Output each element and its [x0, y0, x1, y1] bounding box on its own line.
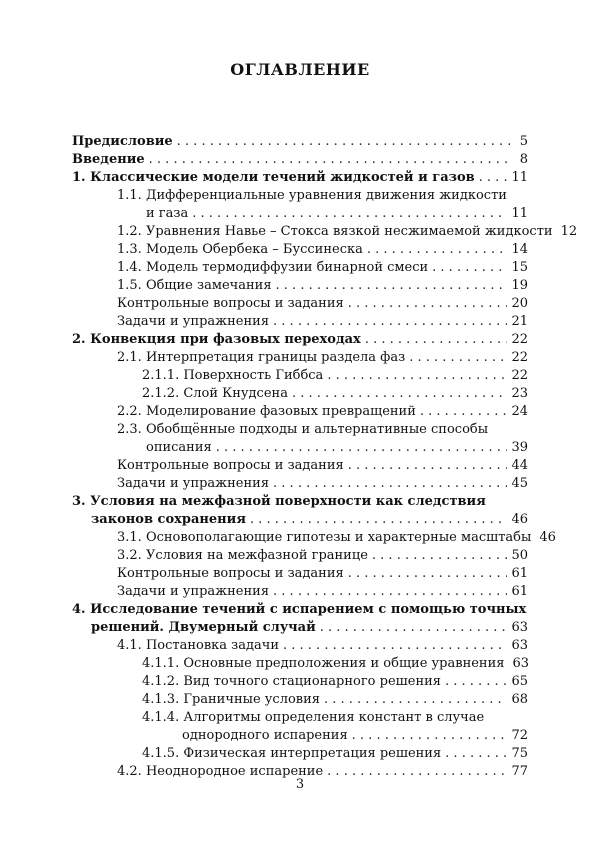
leader-dots	[250, 511, 508, 528]
toc-entry-label: 2.2. Моделирование фазовых превращений	[117, 404, 416, 419]
toc-entry-label[interactable]: 1.1. Дифференциальные уравнения движения жидкости	[117, 188, 507, 203]
toc-entry-label: Задачи и упражнения	[117, 584, 270, 599]
toc-entry[interactable]	[117, 457, 528, 474]
toc-entry-page: 5	[519, 134, 528, 149]
toc-entry-page: 50	[511, 548, 528, 563]
toc-entry[interactable]	[142, 673, 528, 690]
toc-entry-page: 61	[511, 566, 528, 581]
leader-dots	[445, 745, 507, 762]
leader-dots	[324, 691, 507, 708]
leader-dots	[372, 547, 508, 564]
leader-dots	[420, 403, 508, 420]
toc-entry-page: 22	[511, 350, 528, 365]
toc-entry-label: 1. Классические модели течений жидкостей и газов	[72, 170, 475, 185]
leader-dots	[445, 673, 507, 690]
toc-entry-label: 4.1.2. Вид точного стационарного решения	[142, 674, 441, 689]
toc-entry-label: 3.2. Условия на межфазной границе	[117, 548, 368, 563]
toc-entry[interactable]	[91, 511, 528, 528]
toc-entry-page: 19	[511, 278, 528, 293]
toc-entry-label: Задачи и упражнения	[117, 476, 270, 491]
toc-entry[interactable]	[146, 205, 528, 222]
toc-entry-page: 46	[511, 512, 528, 527]
toc-entry[interactable]	[117, 349, 528, 366]
toc-entry-label: 2.1.1. Поверхность Гиббса	[142, 368, 324, 383]
toc-entry-page: 63	[511, 620, 528, 635]
toc-entry[interactable]	[142, 691, 528, 708]
toc-entry-label: 4.1. Постановка задачи	[117, 638, 279, 653]
toc-entry-label: Контрольные вопросы и задания	[117, 566, 344, 581]
toc-entry-label[interactable]: 4.1.4. Алгоритмы определения констант в случае	[142, 710, 485, 725]
toc-entry-label: Предисловие	[72, 134, 173, 149]
toc-entry[interactable]	[117, 565, 528, 582]
toc-entry[interactable]	[117, 259, 528, 276]
leader-dots	[320, 619, 508, 636]
toc-entry-page: 23	[511, 386, 528, 401]
toc-entry[interactable]	[117, 475, 528, 492]
toc-entry-label[interactable]: 3. Условия на межфазной поверхности как следствия	[72, 494, 486, 509]
toc-entry-page: 11	[511, 206, 528, 221]
toc-entry-label: 1.5. Общие замечания	[117, 278, 272, 293]
toc-entry[interactable]	[117, 583, 528, 600]
toc-entry-label: 3.1. Основополагающие гипотезы и характерные масштабы	[117, 530, 532, 545]
toc-entry-page: 21	[511, 314, 528, 329]
toc-entry-label[interactable]: 4. Исследование течений с испарением с помощью точных	[72, 602, 527, 617]
toc-entry-page: 46	[539, 530, 556, 545]
leader-dots	[177, 133, 510, 150]
toc-entry-label: Введение	[72, 152, 145, 167]
toc-entry[interactable]	[142, 385, 528, 402]
toc-entry-page: 61	[511, 584, 528, 599]
toc-entry-continuation: однородного испарения	[182, 728, 348, 743]
leader-dots	[283, 637, 507, 654]
toc-entry[interactable]	[117, 547, 528, 564]
toc-entry-label: 1.3. Модель Обербека – Буссинеска	[117, 242, 363, 257]
toc-entry-label: 2. Конвекция при фазовых переходах	[72, 332, 361, 347]
toc-entry[interactable]	[117, 223, 578, 240]
toc-entry[interactable]	[117, 637, 528, 654]
toc-entry-page: 22	[511, 332, 528, 347]
toc-entry-page: 68	[511, 692, 528, 707]
toc-entry[interactable]	[146, 439, 528, 456]
toc-entry-page: 39	[511, 440, 528, 455]
toc-entry[interactable]	[142, 367, 528, 384]
leader-dots	[479, 169, 508, 186]
toc-entry[interactable]	[117, 241, 528, 258]
leader-dots	[352, 727, 508, 744]
toc-entry[interactable]	[72, 331, 528, 348]
toc-entry-page: 15	[511, 260, 528, 275]
toc-entry[interactable]	[117, 313, 528, 330]
toc-entry-continuation: законов сохранения	[91, 512, 246, 527]
toc-entry[interactable]	[182, 727, 528, 744]
toc-entry[interactable]	[142, 655, 528, 672]
toc-entry[interactable]	[72, 169, 528, 186]
toc-entry-page: 72	[511, 728, 528, 743]
toc-entry-label: 1.4. Модель термодиффузии бинарной смеси	[117, 260, 429, 275]
toc-entry-page: 24	[511, 404, 528, 419]
leader-dots	[348, 565, 508, 582]
toc-entry[interactable]	[91, 619, 528, 636]
toc-entry[interactable]	[72, 151, 528, 168]
toc-entry[interactable]	[117, 295, 528, 312]
toc-entry-page: 11	[511, 170, 528, 185]
leader-dots	[365, 331, 508, 348]
toc-entry-page: 20	[511, 296, 528, 311]
leader-dots	[348, 457, 508, 474]
toc-entry-page: 63	[511, 638, 528, 653]
toc-entry-page: 8	[519, 152, 528, 167]
toc-entry-page: 22	[511, 368, 528, 383]
toc-entry-page: 75	[511, 746, 528, 761]
leader-dots	[216, 439, 508, 456]
toc-entry[interactable]	[142, 745, 528, 762]
leader-dots	[292, 385, 508, 402]
toc-entry-label: 2.1. Интерпретация границы раздела фаз	[117, 350, 406, 365]
toc-entry-page: 45	[511, 476, 528, 491]
toc-entry-page: 65	[511, 674, 528, 689]
toc-entry-label: Контрольные вопросы и задания	[117, 296, 344, 311]
toc-entry-page: 12	[560, 224, 578, 239]
toc-entry-label: 4.1.3. Граничные условия	[142, 692, 320, 707]
toc-entry-label: 4.1.1. Основные предположения и общие уравнения	[142, 656, 505, 671]
leader-dots	[192, 205, 507, 222]
toc-entry-page: 77	[511, 764, 528, 779]
toc-entry-page: 44	[511, 458, 528, 473]
toc-entry[interactable]	[117, 529, 556, 546]
toc-entry-page: 14	[511, 242, 528, 257]
leader-dots	[327, 367, 507, 384]
leader-dots	[367, 241, 508, 258]
leader-dots	[409, 349, 507, 366]
toc-entry[interactable]	[117, 403, 528, 420]
leader-dots	[273, 313, 507, 330]
leader-dots	[273, 475, 507, 492]
toc-entry-label: 4.1.5. Физическая интерпретация решения	[142, 746, 442, 761]
toc-entry-continuation: решений. Двумерный случай	[91, 620, 316, 635]
leader-dots	[273, 583, 507, 600]
toc-entry-label: 2.1.2. Слой Кнудсена	[142, 386, 288, 401]
toc-entry-continuation: и газа	[146, 206, 189, 221]
toc-entry[interactable]	[72, 133, 528, 150]
page-number: 3	[295, 777, 305, 792]
toc-entry-continuation: описания	[146, 440, 212, 455]
leader-dots	[276, 277, 508, 294]
page-title: ОГЛАВЛЕНИЕ	[230, 60, 370, 79]
toc-entry-label: 1.2. Уравнения Навье – Стокса вязкой несжимаемой жидкости	[117, 224, 553, 239]
toc-entry[interactable]	[117, 277, 528, 294]
toc-entry-label: Задачи и упражнения	[117, 314, 270, 329]
toc-entry-page: 63	[512, 656, 530, 671]
leader-dots	[149, 151, 510, 168]
leader-dots	[348, 295, 508, 312]
leader-dots	[432, 259, 507, 276]
toc-entry-label: Контрольные вопросы и задания	[117, 458, 344, 473]
toc-entry-label: 4.2. Неоднородное испарение	[117, 764, 324, 779]
toc-entry-label[interactable]: 2.3. Обобщённые подходы и альтернативные способы	[117, 422, 489, 437]
